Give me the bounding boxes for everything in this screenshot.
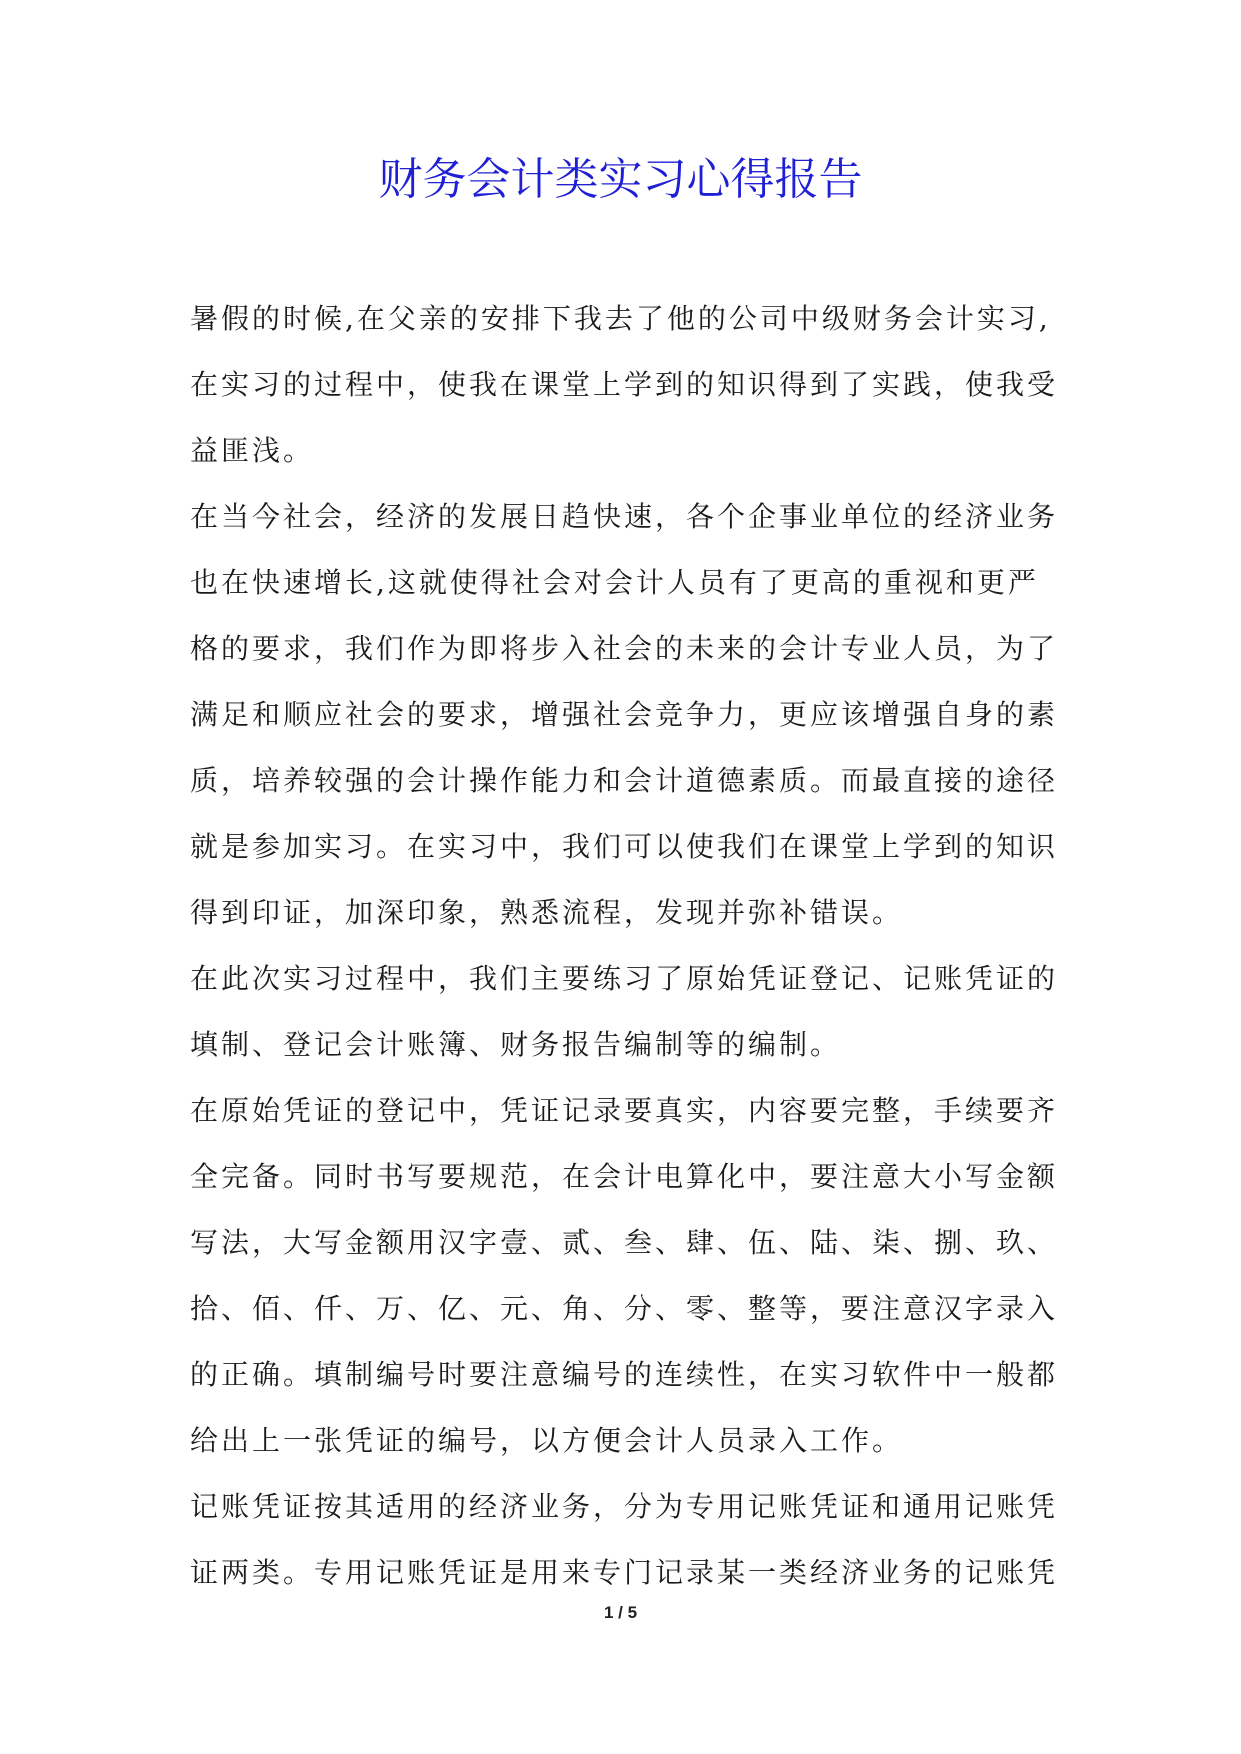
document-title: 财务会计类实习心得报告	[378, 154, 863, 205]
text-line: 在原始凭证的登记中，凭证记录要真实，内容要完整，手续要齐	[190, 1094, 1059, 1127]
page-indicator: 1 / 5	[603, 1603, 638, 1622]
text-line: 写法，大写金额用汉字壹、贰、叁、肆、伍、陆、柒、捌、玖、	[190, 1226, 1059, 1259]
text-line: 给出上一张凭证的编号，以方便会计人员录入工作。	[190, 1424, 904, 1457]
text-line: 暑假的时候,在父亲的安排下我去了他的公司中级财务会计实习,	[190, 302, 1051, 335]
text-line: 的正确。填制编号时要注意编号的连续性，在实习软件中一般都	[190, 1358, 1059, 1391]
text-line: 格的要求，我们作为即将步入社会的未来的会计专业人员，为了	[190, 632, 1059, 665]
text-line: 全完备。同时书写要规范，在会计电算化中，要注意大小写金额	[190, 1160, 1059, 1193]
text-line: 记账凭证按其适用的经济业务，分为专用记账凭证和通用记账凭	[190, 1490, 1059, 1523]
document-body	[190, 286, 1070, 1606]
text-line: 填制、登记会计账簿、财务报告编制等的编制。	[190, 1028, 842, 1061]
text-line: 证两类。专用记账凭证是用来专门记录某一类经济业务的记账凭	[190, 1556, 1059, 1589]
text-line: 得到印证，加深印象，熟悉流程，发现并弥补错误。	[190, 896, 904, 929]
text-line: 就是参加实习。在实习中，我们可以使我们在课堂上学到的知识	[190, 830, 1059, 863]
text-line: 在当今社会，经济的发展日趋快速，各个企事业单位的经济业务	[190, 500, 1059, 533]
text-line: 也在快速增长,这就使得社会对会计人员有了更高的重视和更严	[190, 566, 1039, 599]
text-line: 在此次实习过程中，我们主要练习了原始凭证登记、记账凭证的	[190, 962, 1059, 995]
text-line: 拾、佰、仟、万、亿、元、角、分、零、整等，要注意汉字录入	[190, 1292, 1059, 1325]
text-line: 满足和顺应社会的要求，增强社会竞争力，更应该增强自身的素	[190, 698, 1059, 731]
text-line: 益匪浅。	[190, 434, 315, 467]
text-line: 质，培养较强的会计操作能力和会计道德素质。而最直接的途径	[190, 764, 1059, 797]
text-line: 在实习的过程中，使我在课堂上学到的知识得到了实践，使我受	[190, 368, 1059, 401]
